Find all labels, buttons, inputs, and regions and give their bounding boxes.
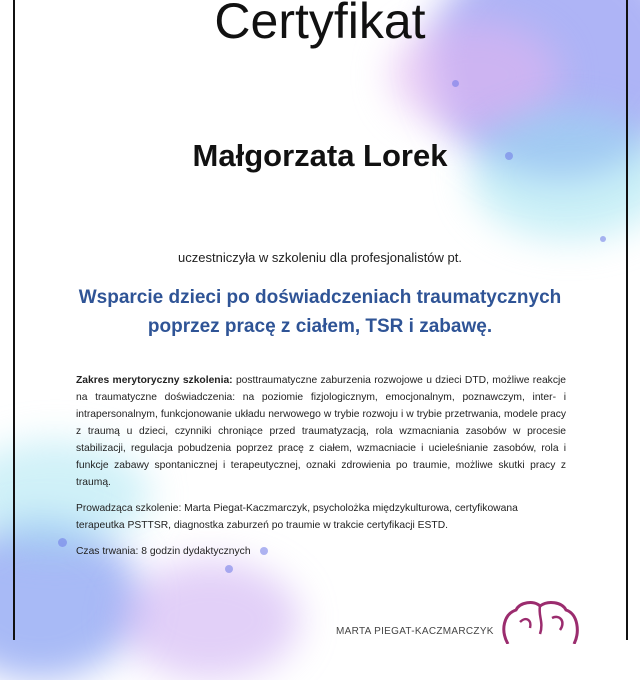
course-title (0, 283, 640, 341)
scope-label: Zakres merytoryczny szkolenia: (76, 375, 233, 386)
certificate-body (76, 372, 566, 569)
scope-paragraph (76, 372, 566, 491)
recipient-name: Małgorzata Lorek (192, 138, 448, 173)
course-title-line-1: Wsparcie dzieci po doświadczeniach traumatycznych (78, 287, 562, 308)
brain-logo-icon (500, 600, 580, 644)
certificate-title: Certyfikat (214, 0, 426, 49)
course-title-line-2: poprzez pracę z ciałem, TSR i zabawę. (147, 316, 493, 337)
duration-text: Czas trwania: 8 godzin dydaktycznych (76, 546, 251, 557)
scope-text: posttraumatyczne zaburzenia rozwojowe u dzieci DTD, możliwe reakcje na traumatyczne doświadczenia: na poziomie fizjologicznym, emocjonalnym, poznawczym, inter- i intrapersonalnym, funkcjonowanie układu nerwowego w trybie rozwoju i w trybie przetrwania, modele pracy z traumą u dzieci, czynniki chroniące przed traumatyzacją, rola wzmacniania zasobów w procesie stabilizacji, regulacja pobudzenia poprzez pracę z ciałem, wzmacniacie i ucieleśnianie zasobów, rola i funkcje zabawy spontanicznej i terapeutycznej, oznaki zdrowienia po traumie, możliwe skutki pracy z traumą. (76, 375, 566, 488)
instructor-paragraph: Prowadząca szkolenie: Marta Piegat-Kaczmarczyk, psycholożka międzykulturowa, certyfikowana terapeutka PSTTSR, diagnostka zaburzeń po traumie w trakcie certyfikacji ESTD. (76, 503, 518, 531)
logo-text: MARTA PIEGAT-KACZMARCZYK (336, 626, 494, 637)
intro-text: uczestniczyła w szkoleniu dla profesjonalistów pt. (178, 250, 462, 265)
